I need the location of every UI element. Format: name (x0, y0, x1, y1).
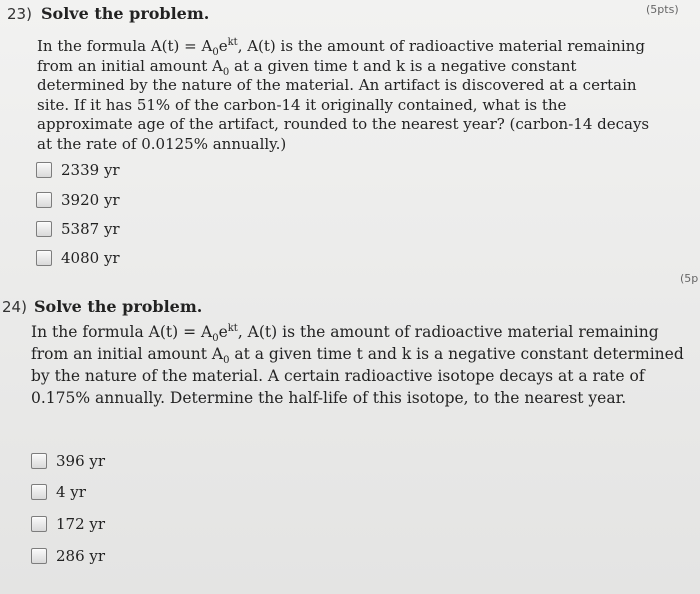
choice-label: 4080 yr (61, 249, 120, 267)
checkbox[interactable] (36, 192, 52, 208)
question-23-choice-1[interactable] (36, 161, 120, 179)
choice-label: 3920 yr (61, 191, 120, 209)
choice-label: 396 yr (56, 452, 106, 470)
question-24-number: 24) (2, 298, 27, 316)
choice-label: 5387 yr (61, 220, 120, 238)
choice-label: 4 yr (56, 483, 86, 501)
choice-label: 172 yr (56, 515, 106, 533)
question-24-choice-3[interactable] (31, 515, 105, 533)
question-23-number: 23) (7, 5, 32, 23)
checkbox[interactable] (36, 162, 52, 178)
checkbox[interactable] (31, 484, 47, 500)
question-24-title: Solve the problem. (34, 297, 203, 316)
question-23-choice-3[interactable] (36, 220, 120, 238)
question-24-choice-1[interactable] (31, 452, 105, 470)
question-23-text: In the formula $A(t) = A_0e^{kt}$, A(t) is the amount of radioactive material remaining from an initial amount $A_0$ at a given time t and k is a negative constant determined by the nature of the material. An artifact is discovered at a certain site. If it has 51% of the carbon-14 it originally contained, what is the approximate age of the artifact, rounded to the nearest year? (carbon-14 decays at the rate of 0.0125% annually.) (37, 37, 650, 153)
question-23-title: Solve the problem. (41, 4, 210, 23)
question-24-text: In the formula $A(t) = A_0e^{kt}$, A(t) is the amount of radioactive material remaining from an initial amount $A_0$ at a given time t and k is a negative constant determined by the nature of the material. A certain radioactive isotope decays at a rate of 0.175% annually. Determine the half-life of this isotope, to the nearest year. (31, 322, 684, 407)
question-23-choice-2[interactable] (36, 191, 120, 209)
question-24-choice-4[interactable] (31, 547, 105, 565)
question-23-points: (5pts) (646, 3, 679, 16)
choice-label: 286 yr (56, 547, 106, 565)
question-24-choice-2[interactable] (31, 483, 86, 501)
question-24-points: (5p (680, 272, 699, 285)
choice-label: 2339 yr (61, 161, 120, 179)
question-23-choice-4[interactable] (36, 249, 120, 267)
checkbox[interactable] (31, 453, 47, 469)
checkbox[interactable] (31, 516, 47, 532)
checkbox[interactable] (36, 221, 52, 237)
checkbox[interactable] (31, 548, 47, 564)
checkbox[interactable] (36, 250, 52, 266)
